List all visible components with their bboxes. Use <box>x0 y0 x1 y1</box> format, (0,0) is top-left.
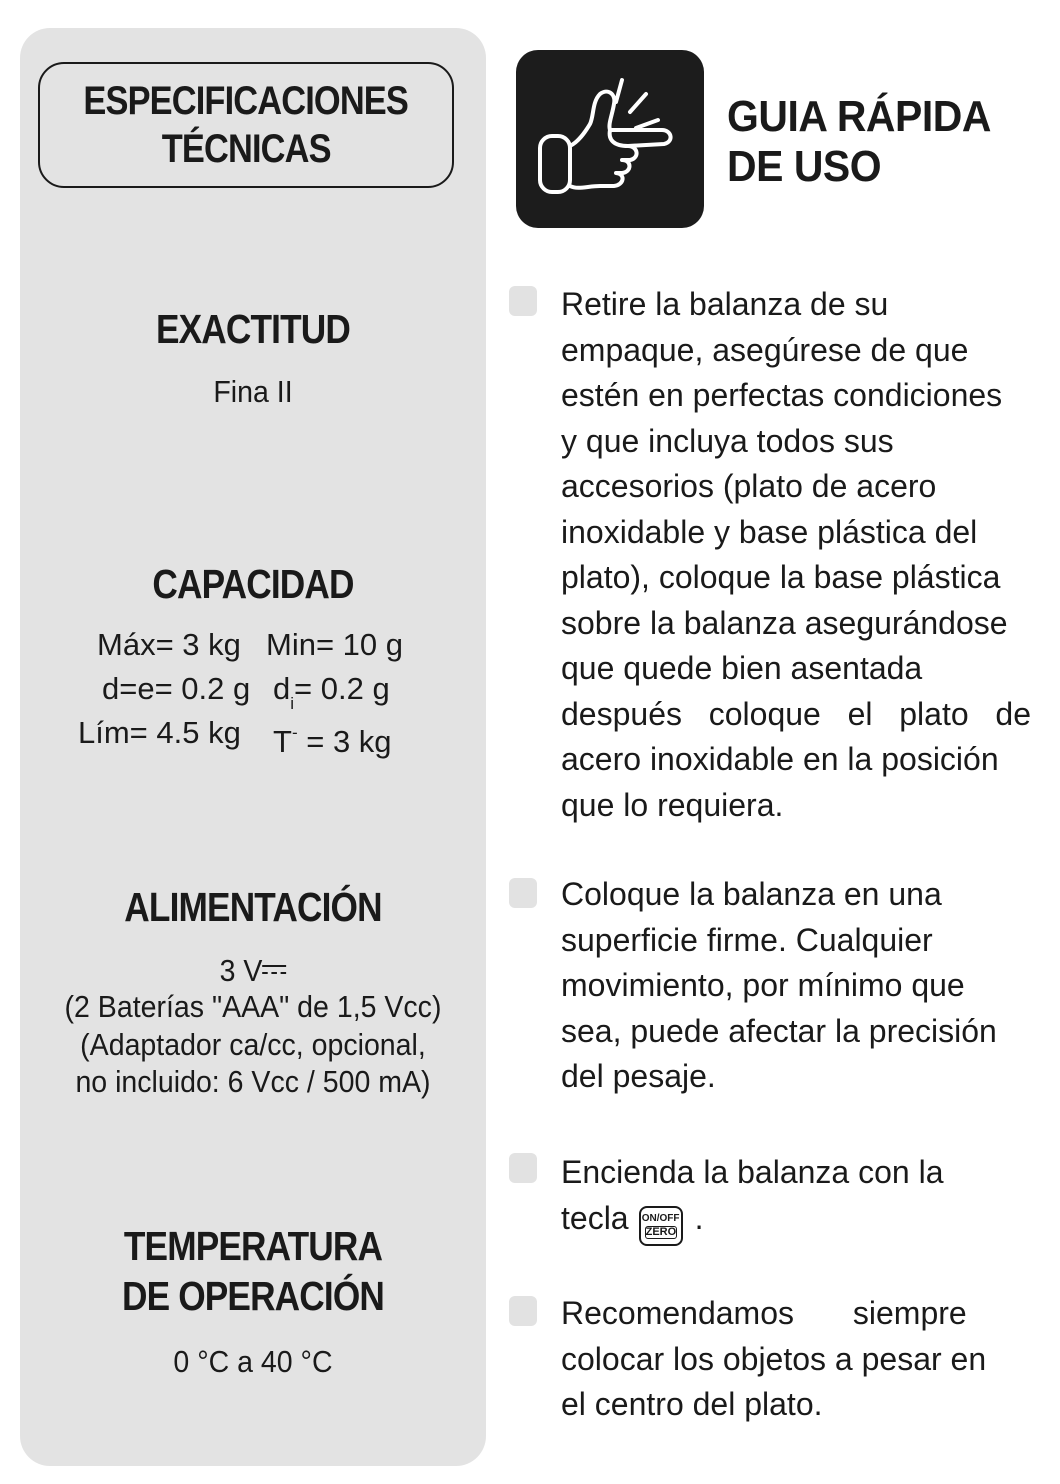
step-2-line: sea, puede afectar la precisión <box>561 1012 997 1049</box>
step-1-line: accesorios (plato de acero <box>561 468 937 504</box>
alimentacion-line2: (2 Baterías "AAA" de 1,5 Vcc) <box>64 989 442 1024</box>
step-3-period: . <box>694 1199 704 1236</box>
specifications-title-line2: TÉCNICAS <box>161 127 331 171</box>
temperatura-heading-line2: DE OPERACIÓN <box>121 1273 385 1319</box>
capacidad-t-letter: T <box>273 724 292 759</box>
step-1-line: y que incluya todos sus <box>561 422 894 459</box>
exactitud-value: Fina II <box>213 374 293 409</box>
capacidad-di-subscript: i <box>290 694 295 713</box>
temperatura-heading-line1: TEMPERATURA <box>123 1223 383 1269</box>
specifications-title-box <box>38 62 454 188</box>
step-3-text <box>561 1150 1031 1246</box>
pointing-hand-icon <box>516 50 704 228</box>
alimentacion-heading: ALIMENTACIÓN <box>124 884 382 930</box>
step-4-line: Recomendamos siempre <box>561 1295 967 1331</box>
step-1-line: estén en perfectas condiciones <box>561 377 1003 413</box>
exactitud-heading: EXACTITUD <box>155 306 351 352</box>
step-1-text <box>561 282 1031 828</box>
alimentacion-voltage <box>39 952 468 989</box>
step-1-line: Retire la balanza de su <box>561 286 889 322</box>
step-bullet <box>509 286 537 316</box>
step-1-line: acero inoxidable en la posición <box>561 741 999 777</box>
capacidad-max: Máx= 3 kg <box>97 627 241 662</box>
alimentacion-line4: no incluido: 6 Vcc / 500 mA) <box>75 1064 431 1099</box>
capacidad-di-value: = 0.2 g <box>294 671 390 706</box>
key-zero-label: ZERO <box>645 1225 677 1238</box>
step-2-line: Coloque la balanza en una <box>561 876 942 912</box>
specifications-title-line1: ESPECIFICACIONES <box>83 79 409 123</box>
step-4-line: el centro del plato. <box>561 1386 823 1422</box>
step-1-line: después coloque el plato de <box>561 695 1031 732</box>
step-2-line: superficie firme. Cualquier <box>561 921 933 958</box>
capacidad-t-value: = 3 kg <box>297 724 392 759</box>
capacidad-di-letter: d <box>273 671 291 706</box>
step-2-line: del pesaje. <box>561 1058 716 1094</box>
guide-title-line1: GUIA RÁPIDA <box>727 92 991 141</box>
key-on-off-label: ON/OFF <box>641 1212 680 1224</box>
step-2-line: movimiento, por mínimo que <box>561 967 965 1003</box>
guide-title-line2: DE USO <box>727 142 882 191</box>
step-1-line: plato), coloque la base plástica <box>561 559 1001 595</box>
capacidad-tare <box>273 714 392 760</box>
capacidad-heading: CAPACIDAD <box>152 561 354 607</box>
step-1-line: sobre la balanza asegurándose <box>561 604 1008 641</box>
step-4-text <box>561 1291 1031 1428</box>
dc-symbol-icon <box>262 959 286 979</box>
capacidad-t-superscript: - <box>291 723 298 742</box>
step-1-line: que quede bien asentada <box>561 650 923 686</box>
step-2-text <box>561 872 1031 1100</box>
alimentacion-line3: (Adaptador ca/cc, opcional, <box>80 1027 426 1062</box>
step-bullet <box>509 1296 537 1326</box>
capacidad-min: Min= 10 g <box>266 627 404 662</box>
voltage-value: 3 V <box>219 953 263 988</box>
step-4-line: colocar los objetos a pesar en <box>561 1340 987 1377</box>
capacidad-lim: Lím= 4.5 kg <box>78 715 241 750</box>
temperatura-value: 0 °C a 40 °C <box>173 1344 333 1379</box>
step-3-tecla-label: tecla <box>561 1199 629 1236</box>
step-3-line: Encienda la balanza con la <box>561 1154 944 1190</box>
step-1-line: inoxidable y base plástica del <box>561 513 978 550</box>
step-bullet <box>509 1153 537 1183</box>
step-3-line-key <box>561 1196 1031 1246</box>
step-1-line: que lo requiera. <box>561 786 784 823</box>
capacidad-de: d=e= 0.2 g <box>102 671 251 706</box>
guide-title <box>727 92 991 192</box>
on-off-zero-key-icon <box>639 1206 683 1246</box>
step-bullet <box>509 878 537 908</box>
step-1-line: empaque, asegúrese de que <box>561 331 969 368</box>
